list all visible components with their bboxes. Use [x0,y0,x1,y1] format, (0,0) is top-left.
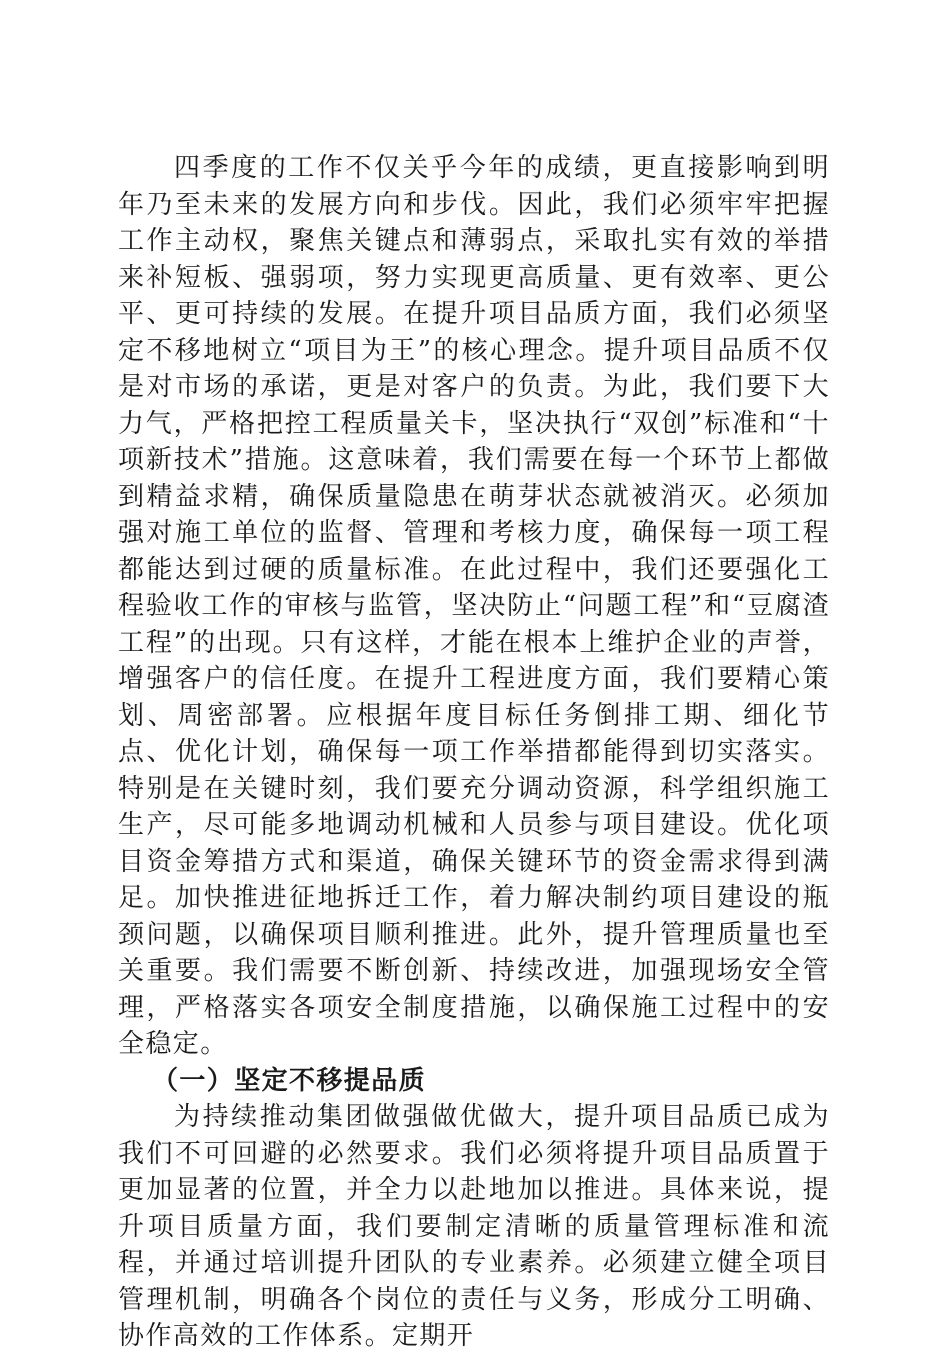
document-body [118,150,830,1355]
section-heading: （一）坚定不移提品质 [152,1065,427,1096]
body-paragraph-1: 四季度的工作不仅关乎今年的成绩，更直接影响到明年乃至未来的发展方向和步伐。因此，我们必须牢牢把握工作主动权，聚焦关键点和薄弱点，采取扎实有效的举措来补短板、强弱项，努力实现更高质量、更有效率、更公平、更可持续的发展。在提升项目品质方面，我们必须坚定不移地树立“项目为王”的核心理念。提升项目品质不仅是对市场的承诺，更是对客户的负责。为此，我们要下大力气，严格把控工程质量关卡，坚决执行“双创”标准和“十项新技术”措施。这意味着，我们需要在每一个环节上都做到精益求精，确保质量隐患在萌芽状态就被消灭。必须加强对施工单位的监督、管理和考核力度，确保每一项工程都能达到过硬的质量标准。在此过程中，我们还要强化工程验收工作的审核与监管，坚决防止“问题工程”和“豆腐渣工程”的出现。只有这样，才能在根本上维护企业的声誉，增强客户的信任度。在提升工程进度方面，我们要精心策划、周密部署。应根据年度目标任务倒排工期、细化节点、优化计划，确保每一项工作举措都能得到切实落实。特别是在关键时刻，我们要充分调动资源，科学组织施工生产，尽可能多地调动机械和人员参与项目建设。优化项目资金筹措方式和渠道，确保关键环节的资金需求得到满足。加快推进征地拆迁工作，着力解决制约项目建设的瓶颈问题，以确保项目顺利推进。此外，提升管理质量也至关重要。我们需要不断创新、持续改进，加强现场安全管理，严格落实各项安全制度措施，以确保施工过程中的安全稳定。 [118,153,830,1059]
body-paragraph-2: 为持续推动集团做强做优做大，提升项目品质已成为我们不可回避的必然要求。我们必须将提升项目品质置于更加显著的位置，并全力以赴地加以推进。具体来说，提升项目质量方面，我们要制定清晰的质量管理标准和流程，并通过培训提升团队的专业素养。必须建立健全项目管理机制，明确各个岗位的责任与义务，形成分工明确、协作高效的工作体系。定期开 [118,1102,830,1351]
